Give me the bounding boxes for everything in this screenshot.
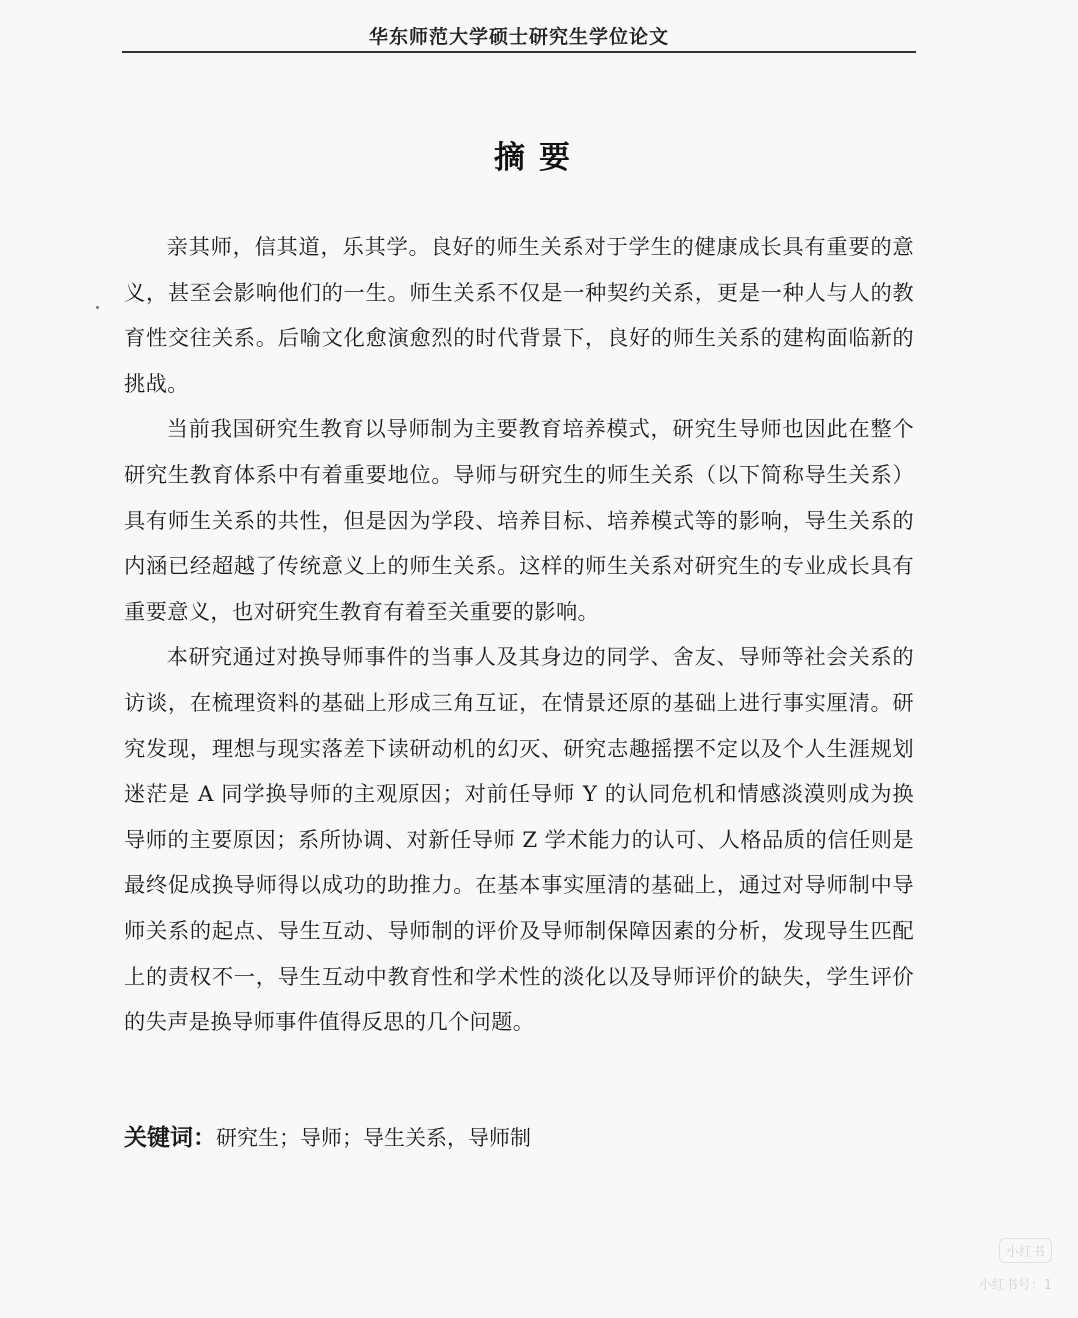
header-rule (122, 51, 916, 53)
abstract-title: 摘要 (494, 140, 584, 176)
abstract-paragraph-3: 本研究通过对换导师事件的当事人及其身边的同学、舍友、导师等社会关系的访谈，在梳理资料的基础上形成三角互证，在情景还原的基础上进行事实厘清。研究发现，理想与现实落差下读研动机的幻灭、研究志趣摇摆不定以及个人生涯规划迷茫是 A 同学换导师的主观原因；对前任导师 Y 的认同危机和情感淡漠则成为换导师的主要原因；系所协调、对新任导师 Z 学术能力的认可、人格品质的信任则是最终促成换导师得以成功的助推力。在基本事实厘清的基础上，通过对导师制中导师关系的起点、导生互动、导师制的评价及导师制保障因素的分析，发现导生匹配上的责权不一，导生互动中教育性和学术性的淡化以及导师评价的缺失，学生评价的失声是换导师事件值得反思的几个问题。 (124, 645, 914, 1036)
abstract-paragraph-1: 亲其师，信其道，乐其学。良好的师生关系对于学生的健康成长具有重要的意义，甚至会影响他们的一生。师生关系不仅是一种契约关系，更是一种人与人的教育性交往关系。后喻文化愈演愈烈的时代背景下，良好的师生关系的建构面临新的挑战。 (124, 235, 914, 397)
watermark-id: 小红书号：1 (978, 1278, 1052, 1293)
keywords-label: 关键词： (124, 1125, 216, 1151)
running-header: 华东师范大学硕士研究生学位论文 (368, 26, 669, 48)
abstract-paragraph-2: 当前我国研究生教育以导师制为主要教育培养模式，研究生导师也因此在整个研究生教育体系中有着重要地位。导师与研究生的师生关系（以下简称导生关系）具有师生关系的共性，但是因为学段、培养目标、培养模式等的影响，导生关系的内涵已经超越了传统意义上的师生关系。这样的师生关系对研究生的专业成长具有重要意义，也对研究生教育有着至关重要的影响。 (124, 417, 914, 625)
watermark-logo: 小红书 (999, 1238, 1052, 1263)
scan-speck (96, 306, 99, 309)
abstract-body (124, 225, 914, 1046)
keywords-line (124, 1120, 531, 1156)
keywords-list: 研究生；导师；导生关系，导师制 (216, 1126, 531, 1150)
